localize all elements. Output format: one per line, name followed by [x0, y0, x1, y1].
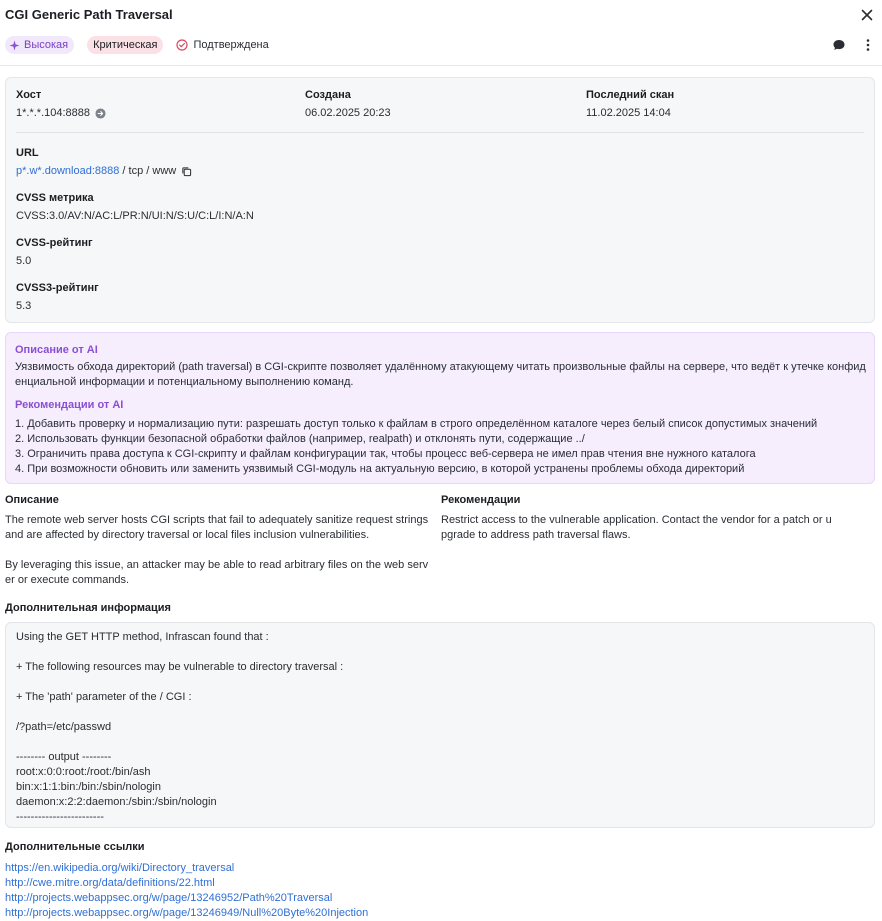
extra-info-card: [5, 622, 875, 828]
severity-badge: [5, 36, 74, 54]
host-label: Хост: [16, 89, 42, 101]
info-card: [5, 77, 875, 323]
recommendations-text: Restrict access to the vulnerable application. Contact the vendor for a patch or upgrade to address path traversal flaws.: [441, 514, 832, 541]
cvss-metric-label: CVSS метрика: [16, 192, 94, 204]
header-divider: [0, 65, 882, 66]
ai-recommendations-title: Рекомендации от AI: [15, 399, 124, 411]
info-grid: [16, 88, 864, 120]
header-actions: [818, 37, 876, 53]
cvss-metric-value: CVSS:3.0/AV:N/AC:L/PR:N/UI:N/S:U/C:L/I:N/A:N: [16, 210, 254, 222]
extra-info-title: Дополнительная информация: [5, 602, 171, 614]
reference-link[interactable]: http://projects.webappsec.org/w/page/13246952/Path%20Traversal: [5, 892, 333, 904]
status-label: Подтверждена: [193, 39, 269, 51]
ai-card: [5, 332, 875, 484]
list-item: 4. При возможности обновить или заменить уязвимый CGI-модуль на актуальную версию, в которой устранены проблемы обхода директорий: [15, 463, 745, 475]
check-circle-icon: [176, 39, 188, 51]
host-value: 1*.*.*.104:8888: [16, 107, 91, 119]
lastscan-block: [586, 88, 674, 120]
reference-link[interactable]: http://cwe.mitre.org/data/definitions/22.html: [5, 877, 215, 889]
list-item: 3. Ограничить права доступа к CGI-скрипту и файлам конфигурации так, чтобы процесс веб-сервера не имел прав чтения вне нужного каталога: [15, 448, 756, 460]
severity-label: Высокая: [24, 39, 69, 51]
reference-link[interactable]: https://en.wikipedia.org/wiki/Directory_traversal: [5, 862, 235, 874]
arrow-right-circle-icon[interactable]: [95, 108, 106, 119]
ai-recommendations-list: [15, 417, 866, 477]
host-value-row: [16, 106, 106, 120]
list-item: 2. Использовать функции безопасной обработки файлов (например, realpath) и отклонять пути, содержащие ../: [15, 433, 585, 445]
url-label: URL: [16, 147, 39, 159]
description-paragraph-2: By leveraging this issue, an attacker may be able to read arbitrary files on the web server or execute commands.: [5, 559, 429, 586]
recommendations-title: Рекомендации: [441, 494, 521, 506]
extra-info-output: Using the GET HTTP method, Infrascan found that : + The following resources may be vulnerable to directory traversal : + The 'path' parameter of the / CGI : /?path=/etc/passwd -------- output -------- root:x:0:0:root:/root:/bin/ash bin:x:1:1:bin:/bin:/sbin/nologin daemon:x:2:2:daemon:/sbin:/sbin/nologin ------------------------: [16, 631, 344, 823]
url-block: [16, 146, 192, 178]
list-item: 1. Добавить проверку и нормализацию пути: разрешать доступ только к файлам в строго определённом каталоге через белый список допустимых значений: [15, 418, 818, 430]
copy-icon[interactable]: [181, 166, 192, 177]
dialog-header: [5, 6, 876, 24]
lastscan-label: Последний скан: [586, 89, 675, 101]
more-vertical-icon[interactable]: [860, 37, 876, 53]
page-title: CGI Generic Path Traversal: [5, 7, 173, 22]
cvss-rating-block: [16, 236, 93, 268]
comment-icon[interactable]: [831, 37, 847, 53]
cvss3-rating-value: 5.3: [16, 300, 32, 312]
created-label: Создана: [305, 89, 351, 101]
sparkle-icon: [9, 40, 20, 51]
close-icon[interactable]: [858, 6, 876, 24]
links-list: [5, 861, 368, 921]
ai-description-title: Описание от AI: [15, 344, 98, 356]
links-title: Дополнительные ссылки: [5, 841, 145, 853]
created-value: 06.02.2025 20:23: [305, 107, 391, 119]
criticality-badge: [87, 36, 163, 54]
status-badge: [176, 36, 268, 54]
cvss-rating-label: CVSS-рейтинг: [16, 237, 93, 249]
url-value-row: [16, 164, 192, 178]
criticality-label: Критическая: [93, 39, 158, 51]
ai-description-text: Уязвимость обхода директорий (path traversal) в CGI-скрипте позволяет удалённому атакующему читать произвольные файлы на сервере, что ведёт к утечке конфиденциальной информации и потенциальному выполнению команд.: [15, 361, 866, 388]
lastscan-value: 11.02.2025 14:04: [586, 107, 671, 119]
created-block: [305, 88, 391, 120]
description-paragraph-1: The remote web server hosts CGI scripts that fail to adequately sanitize request strings and are affected by directory traversal or local files inclusion vulnerabilities.: [5, 514, 429, 541]
badge-row: [5, 36, 282, 54]
description-title: Описание: [5, 494, 59, 506]
url-suffix: / tcp / www: [119, 165, 177, 177]
cvss3-rating-label: CVSS3-рейтинг: [16, 282, 99, 294]
info-divider: [16, 132, 864, 133]
cvss3-rating-block: [16, 281, 99, 313]
cvss-metric-block: [16, 191, 254, 223]
cvss-rating-value: 5.0: [16, 255, 32, 267]
url-link[interactable]: p*.w*.download:8888: [16, 165, 120, 177]
reference-link[interactable]: http://projects.webappsec.org/w/page/13246949/Null%20Byte%20Injection: [5, 907, 369, 919]
host-block: [16, 88, 106, 120]
